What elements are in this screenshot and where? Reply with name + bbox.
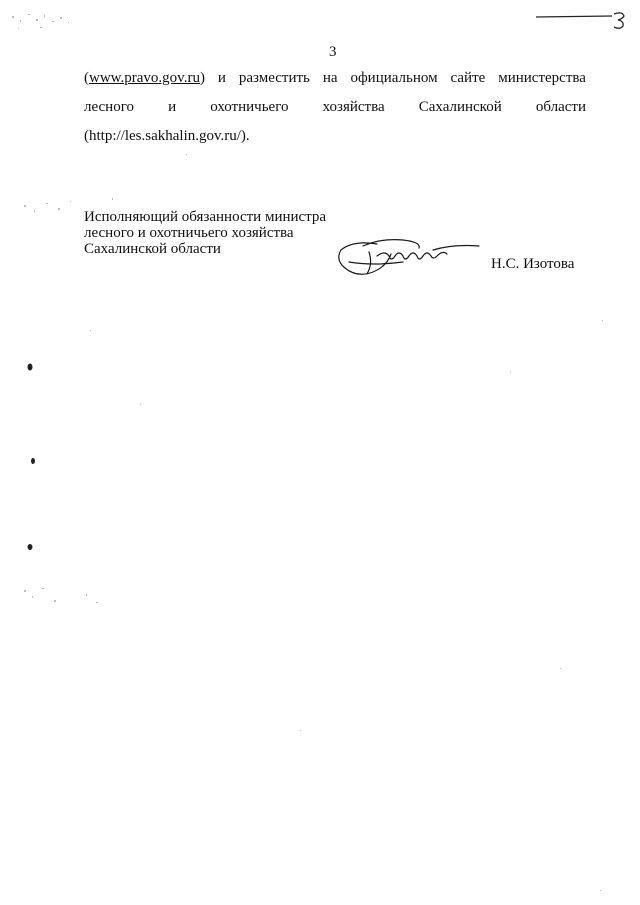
word: лесного [84, 99, 134, 115]
page-number: 3 [329, 44, 337, 60]
word: на [322, 70, 338, 86]
word: сайте [450, 70, 486, 86]
handwritten-signature-icon [333, 226, 483, 282]
signatory-position [84, 209, 326, 257]
word: официальном [350, 70, 438, 86]
word: охотничьего [210, 99, 289, 115]
body-paragraph [84, 69, 586, 156]
word: министерства [498, 70, 586, 86]
word: области [535, 99, 586, 115]
body-line-2 [84, 98, 586, 116]
body-line-3 [84, 127, 586, 145]
pravo-link[interactable]: www.pravo.gov.ru [89, 70, 200, 86]
signer-name: Н.С. Изотова [491, 256, 575, 272]
position-line: лесного и охотничьего хозяйства [84, 225, 294, 241]
link-wrapper: (www.pravo.gov.ru) [84, 70, 205, 86]
ministry-site-link[interactable]: (http://les.sakhalin.gov.ru/). [84, 128, 250, 144]
word: и [168, 99, 177, 115]
word: хозяйства [322, 99, 385, 115]
position-line: Сахалинской области [84, 241, 221, 257]
word: разместить [238, 70, 310, 86]
word: Сахалинской [418, 99, 502, 115]
position-line: Исполняющий обязанности министра [84, 209, 327, 225]
word: и [217, 70, 226, 86]
corner-page-mark-icon [534, 8, 630, 32]
body-line-1 [84, 69, 586, 87]
